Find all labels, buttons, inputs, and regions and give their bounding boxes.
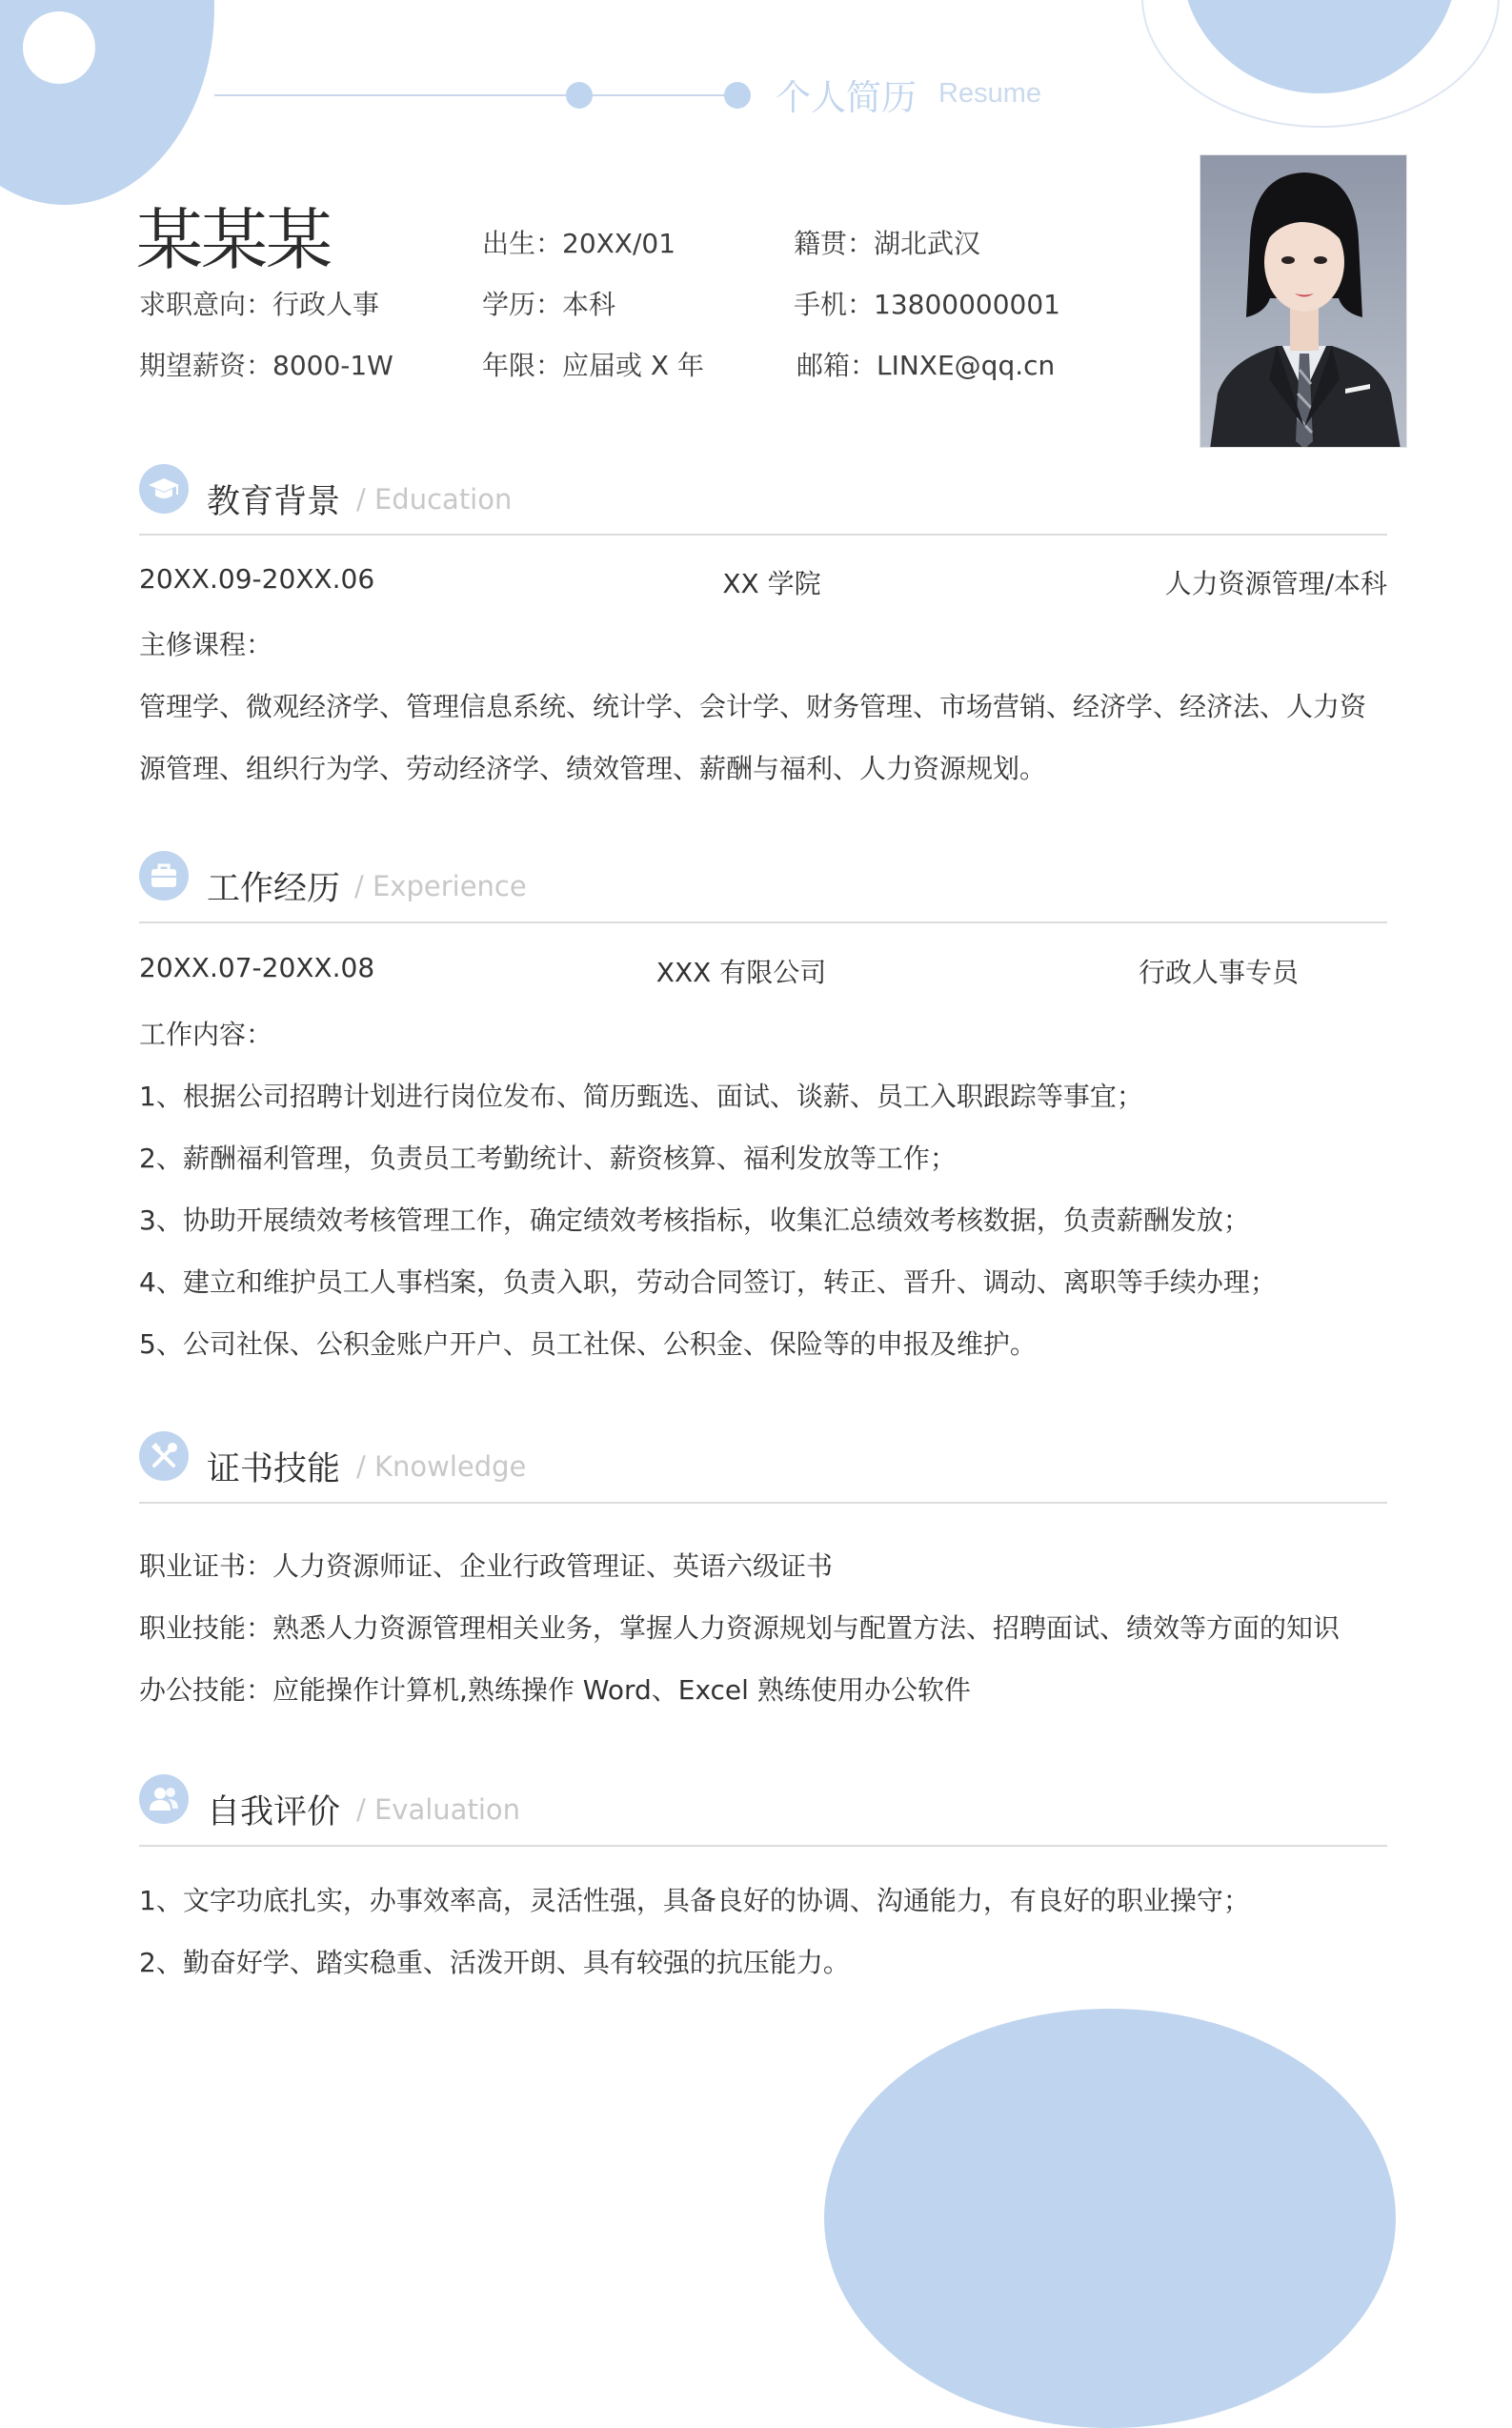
users-icon [139,1774,189,1824]
courses-text: 管理学、微观经济学、管理信息系统、统计学、会计学、财务管理、市场营销、经济学、经济法、人力资 [139,691,1367,722]
salary-info: 期望薪资：8000-1W [139,350,393,381]
decor-circle-bottom [824,2009,1396,2428]
resume-subtitle: Resume [938,78,1041,109]
experience-title-en: / Experience [354,870,527,902]
resume-title: 个人简历 [776,77,917,118]
briefcase-icon [139,851,189,900]
skills-title-en: / Knowledge [356,1450,527,1483]
header-dot [566,82,593,109]
job-intent-info: 求职意向：行政人事 [139,289,380,320]
evaluation-title: 自我评价 [207,1793,341,1831]
section-divider [139,1845,1387,1847]
evaluation-item: 2、勤奋好学、踏实稳重、活泼开朗、具有较强的抗压能力。 [139,1947,850,1978]
graduation-cap-icon [139,464,189,514]
candidate-name: 某某某 [136,201,331,279]
skill-item: 职业技能：熟悉人力资源管理相关业务，掌握人力资源规划与配置方法、招聘面试、绩效等方面的知识 [139,1612,1341,1644]
evaluation-item: 1、文字功底扎实，办事效率高，灵活性强，具备良好的协调、沟通能力，有良好的职业操守； [139,1885,1250,1916]
education-major: 人力资源管理/本科 [1164,568,1387,599]
header-line [214,94,748,96]
email-info: 邮箱：LINXE@qq.cn [796,350,1056,381]
experience-position: 行政人事专员 [1138,957,1299,988]
work-item: 2、薪酬福利管理，负责员工考勤统计、薪资核算、福利发放等工作； [139,1143,957,1174]
education-title: 教育背景 [207,483,341,521]
education-level-info: 学历：本科 [482,289,616,320]
profile-photo [1200,154,1407,448]
experience-company: XXX 有限公司 [655,957,827,988]
years-info: 年限：应届或 X 年 [482,350,704,381]
section-divider [139,1502,1387,1504]
work-item: 1、根据公司招聘计划进行岗位发布、简历甄选、面试、谈薪、员工入职跟踪等事宜； [139,1081,1143,1112]
experience-period: 20XX.07-20XX.08 [139,952,375,983]
hometown-info: 籍贯：湖北武汉 [794,228,981,259]
education-period: 20XX.09-20XX.06 [139,563,375,595]
work-item: 5、公司社保、公积金账户开户、员工社保、公积金、保险等的申报及维护。 [139,1328,1037,1360]
experience-title: 工作经历 [207,870,341,908]
decor-dot-top-left [23,11,95,84]
courses-text: 源管理、组织行为学、劳动经济学、绩效管理、薪酬与福利、人力资源规划。 [139,753,1047,784]
skill-item: 办公技能：应能操作计算机,熟练操作 Word、Excel 熟练使用办公软件 [139,1674,971,1706]
header-dot [724,82,751,109]
section-divider [139,921,1387,923]
work-item: 3、协助开展绩效考核管理工作，确定绩效考核指标，收集汇总绩效考核数据，负责薪酬发放； [139,1204,1250,1236]
evaluation-title-en: / Evaluation [356,1793,521,1826]
skills-title: 证书技能 [207,1450,341,1488]
skill-item: 职业证书：人力资源师证、企业行政管理证、英语六级证书 [139,1550,834,1582]
section-divider [139,534,1387,536]
education-school: XX 学院 [722,568,821,599]
tools-icon [139,1431,189,1481]
birth-info: 出生：20XX/01 [482,228,676,259]
work-content-label: 工作内容： [139,1019,273,1050]
work-item: 4、建立和维护员工人事档案，负责入职，劳动合同签订，转正、晋升、调动、离职等手续办理； [139,1266,1277,1298]
courses-label: 主修课程： [139,629,273,660]
phone-info: 手机：13800000001 [794,289,1060,320]
education-title-en: / Education [356,483,513,516]
